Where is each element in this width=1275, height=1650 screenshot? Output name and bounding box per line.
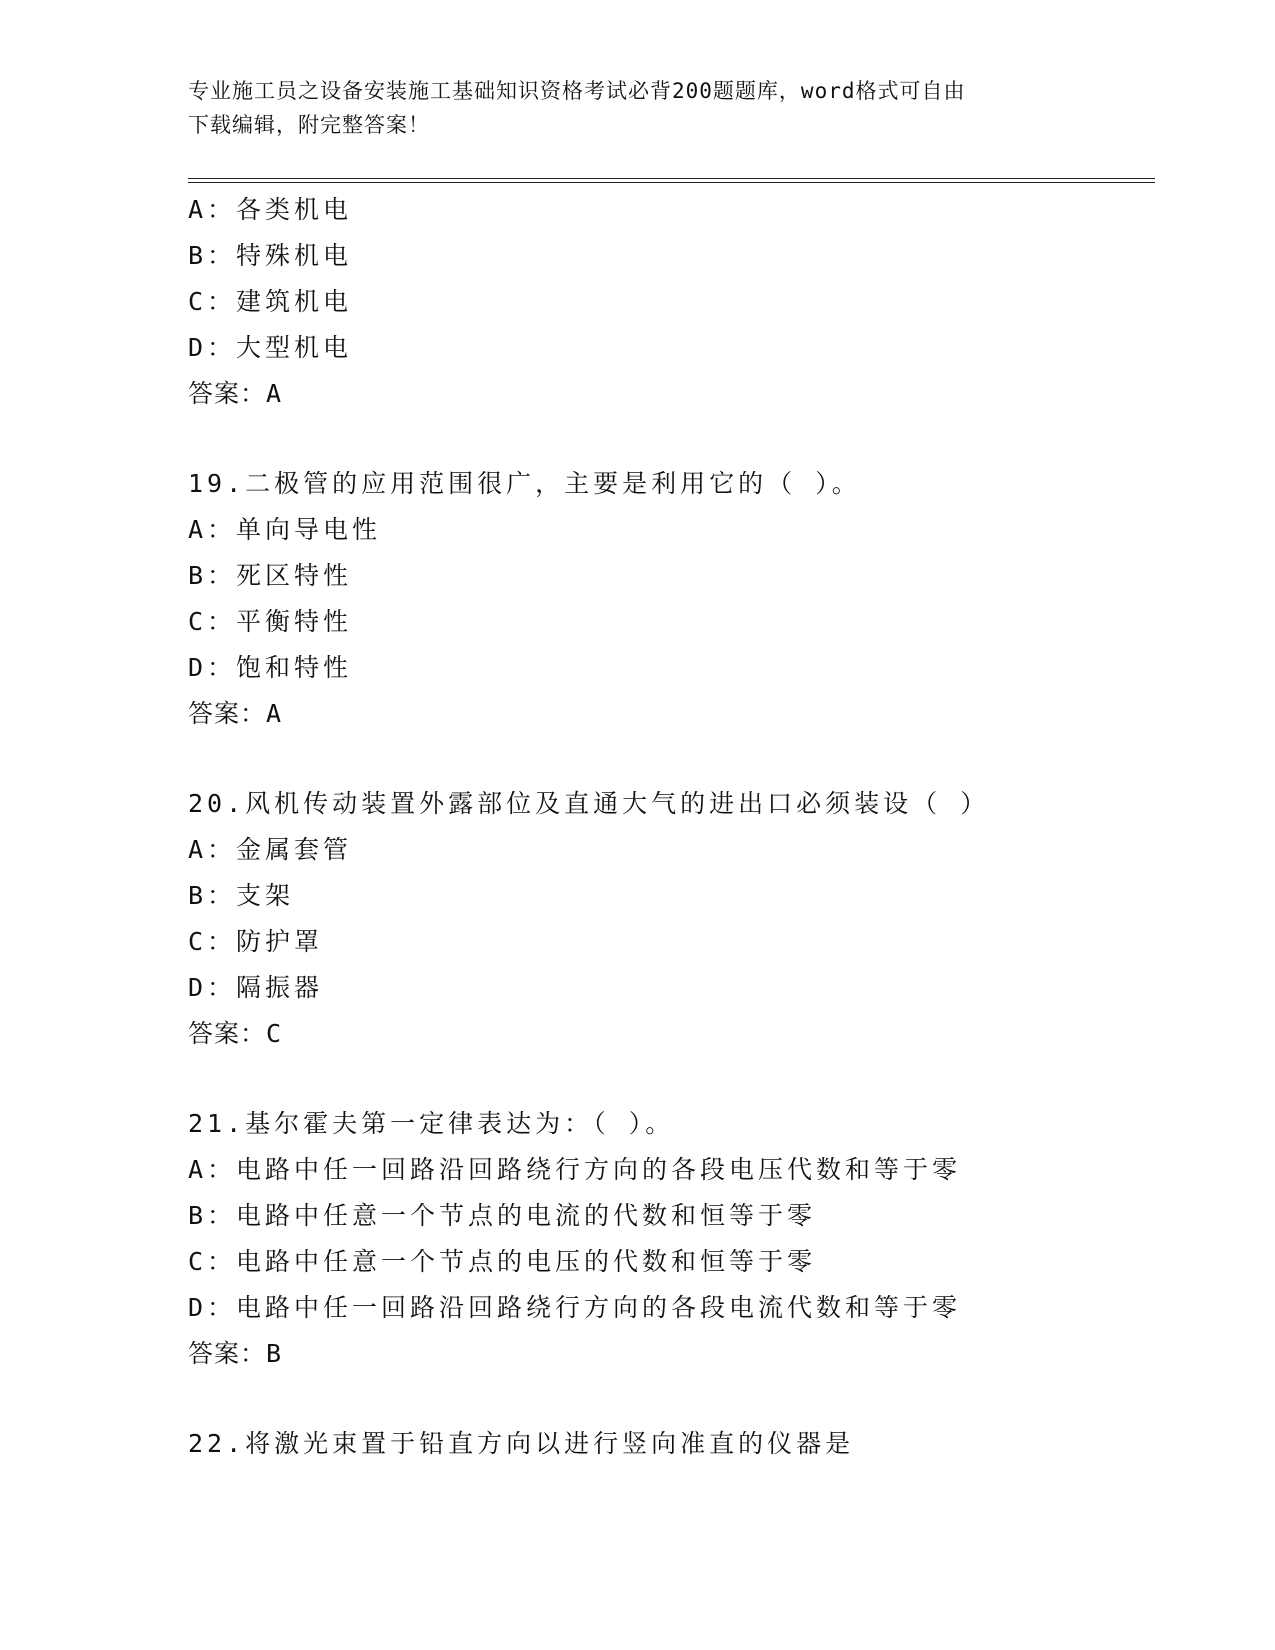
answer: 答案：B — [188, 1339, 283, 1368]
question-text: 19.二极管的应用范围很广，主要是利用它的（ ）。 — [188, 469, 861, 498]
question-text: 20.风机传动装置外露部位及直通大气的进出口必须装设（ ） — [188, 789, 990, 818]
header-line-1: 专业施工员之设备安装施工基础知识资格考试必背200题题库，word格式可自由 — [188, 79, 966, 103]
option-a: A：电路中任一回路沿回路绕行方向的各段电压代数和等于零 — [188, 1155, 962, 1184]
question-21 — [188, 1101, 1148, 1377]
question-19 — [188, 461, 1148, 737]
option-c: C：电路中任意一个节点的电压的代数和恒等于零 — [188, 1247, 817, 1276]
question-text: 21.基尔霍夫第一定律表达为：（ ）。 — [188, 1109, 675, 1138]
answer: 答案：C — [188, 1019, 283, 1048]
question-22 — [188, 1421, 1148, 1467]
option-d: D：电路中任一回路沿回路绕行方向的各段电流代数和等于零 — [188, 1293, 962, 1322]
answer: 答案：A — [188, 379, 283, 408]
option-c: C：建筑机电 — [188, 287, 353, 316]
answer: 答案：A — [188, 699, 283, 728]
option-b: B：特殊机电 — [188, 241, 353, 270]
option-d: D：隔振器 — [188, 973, 324, 1002]
option-d: D：饱和特性 — [188, 653, 353, 682]
option-a: A：单向导电性 — [188, 515, 382, 544]
option-b: B：死区特性 — [188, 561, 353, 590]
question-text: 22.将激光束置于铅直方向以进行竖向准直的仪器是 — [188, 1429, 855, 1458]
header-line-2: 下载编辑，附完整答案！ — [188, 113, 430, 137]
option-c: C：平衡特性 — [188, 607, 353, 636]
option-a: A：各类机电 — [188, 195, 353, 224]
option-b: B：电路中任意一个节点的电流的代数和恒等于零 — [188, 1201, 817, 1230]
option-b: B：支架 — [188, 881, 295, 910]
question-18 — [188, 187, 1148, 417]
header-divider-bottom — [188, 182, 1155, 183]
question-20 — [188, 781, 1148, 1057]
option-a: A：金属套管 — [188, 835, 353, 864]
option-c: C：防护罩 — [188, 927, 324, 956]
option-d: D：大型机电 — [188, 333, 353, 362]
question-list — [188, 187, 1148, 1467]
document-header — [188, 74, 1088, 142]
header-divider-top — [188, 178, 1155, 179]
